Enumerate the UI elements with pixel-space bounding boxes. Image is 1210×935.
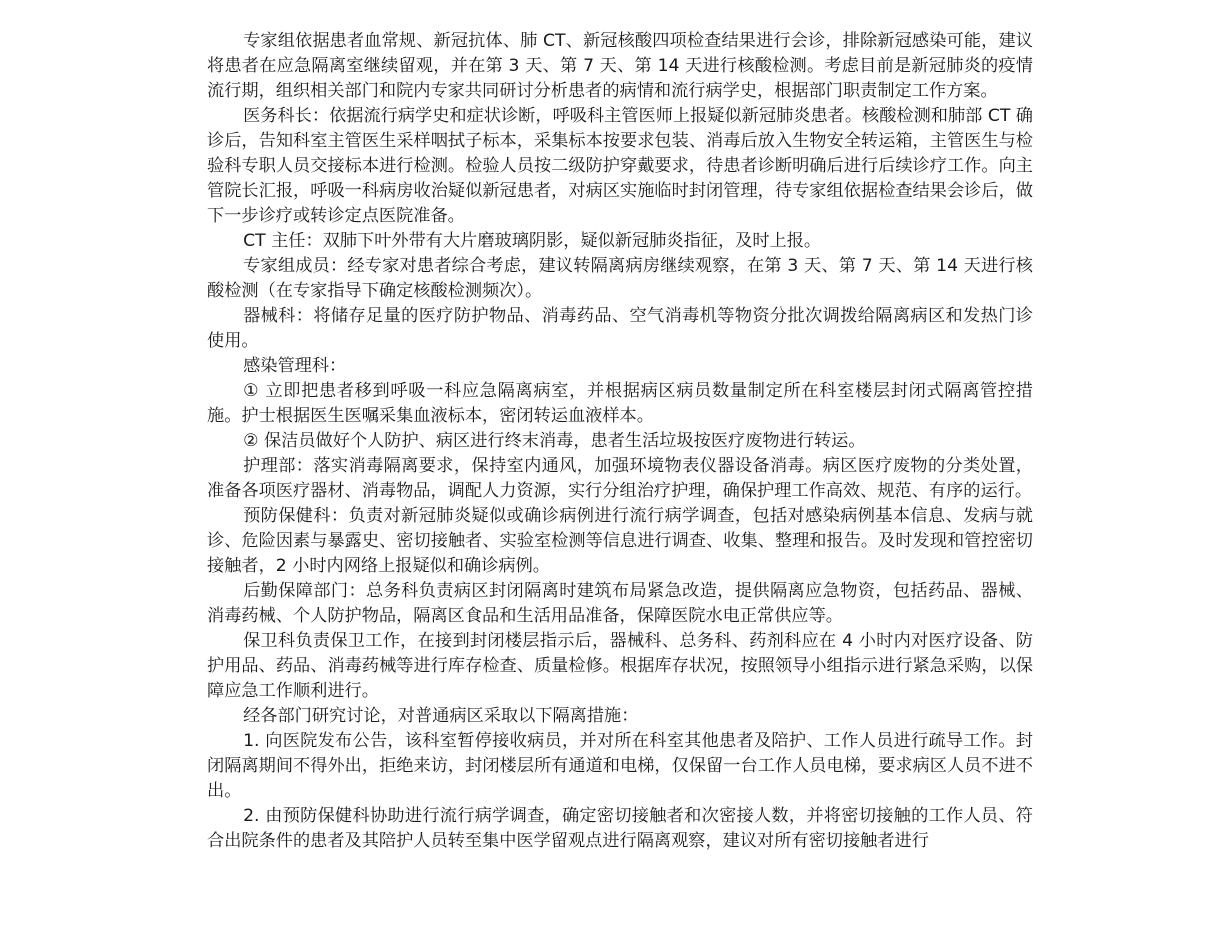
paragraph-isolation-measure-1: 1. 向医院发布公告，该科室暂停接收病员，并对所在科室其他患者及陪护、工作人员进行疏导工作。封闭隔离期间不得外出，拒绝来访，封闭楼层所有通道和电梯，仅保留一台工作人员电梯，要求病区人员不进不出。 [207, 731, 1033, 801]
paragraph-logistics: 后勤保障部门：总务科负责病区封闭隔离时建筑布局紧急改造，提供隔离应急物资，包括药品、器械、消毒药械、个人防护物品，隔离区食品和生活用品准备，保障医院水电正常供应等。 [207, 581, 1033, 626]
paragraph-expert-consultation: 专家组依据患者血常规、新冠抗体、肺 CT、新冠核酸四项检查结果进行会诊，排除新冠感染可能，建议将患者在应急隔离室继续留观，并在第 3 天、第 7 天、第 14 天进行核酸检测。考虑目前是新冠肺炎的疫情流行期，组织相关部门和院内专家共同研讨分析患者的病情和流行病学史，根据部门职责制定工作方案。 [207, 31, 1033, 101]
paragraph-infection-control-item-1: ① 立即把患者移到呼吸一科应急隔离病室，并根据病区病员数量制定所在科室楼层封闭式隔离管控措施。护士根据医生医嘱采集血液标本，密闭转运血液样本。 [207, 381, 1033, 426]
paragraph-security: 保卫科负责保卫工作，在接到封闭楼层指示后，器械科、总务科、药剂科应在 4 小时内对医疗设备、防护用品、药品、消毒药械等进行库存检查、质量检修。根据库存状况，按照领导小组指示进行紧急采购，以保障应急工作顺利进行。 [207, 631, 1033, 701]
paragraph-preventive-care: 预防保健科：负责对新冠肺炎疑似或确诊病例进行流行病学调查，包括对感染病例基本信息、发病与就诊、危险因素与暴露史、密切接触者、实验室检测等信息进行调查、收集、整理和报告。及时发现和管控密切接触者，2 小时内网络上报疑似和确诊病例。 [207, 506, 1033, 576]
document-body [207, 29, 1033, 854]
paragraph-equipment-dept: 器械科：将储存足量的医疗防护物品、消毒药品、空气消毒机等物资分批次调拨给隔离病区和发热门诊使用。 [207, 306, 1033, 351]
paragraph-medical-affairs: 医务科长：依据流行病学史和症状诊断，呼吸科主管医师上报疑似新冠肺炎患者。核酸检测和肺部 CT 确诊后，告知科室主管医生采样咽拭子标本，采集标本按要求包装、消毒后放入生物安全转运箱，主管医生与检验科专职人员交接标本进行检测。检验人员按二级防护穿戴要求，待患者诊断明确后进行后续诊疗工作。向主管院长汇报，呼吸一科病房收治疑似新冠患者，对病区实施临时封闭管理，待专家组依据检查结果会诊后，做下一步诊疗或转诊定点医院准备。 [207, 106, 1033, 226]
paragraph-isolation-measure-2: 2. 由预防保健科协助进行流行病学调查，确定密切接触者和次密接人数，并将密切接触的工作人员、符合出院条件的患者及其陪护人员转至集中医学留观点进行隔离观察，建议对所有密切接触者进行 [207, 806, 1033, 851]
paragraph-infection-control-heading: 感染管理科： [243, 356, 347, 376]
paragraph-infection-control-item-2: ② 保洁员做好个人防护、病区进行终末消毒，患者生活垃圾按医疗废物进行转运。 [243, 431, 866, 451]
paragraph-expert-members: 专家组成员：经专家对患者综合考虑，建议转隔离病房继续观察，在第 3 天、第 7 天、第 14 天进行核酸检测（在专家指导下确定核酸检测频次）。 [207, 256, 1033, 301]
paragraph-ct-director: CT 主任：双肺下叶外带有大片磨玻璃阴影，疑似新冠肺炎指征，及时上报。 [243, 231, 822, 251]
paragraph-isolation-measures-heading: 经各部门研究讨论，对普通病区采取以下隔离措施： [243, 706, 639, 726]
paragraph-nursing-dept: 护理部：落实消毒隔离要求，保持室内通风，加强环境物表仪器设备消毒。病区医疗废物的分类处置，准备各项医疗器材、消毒物品，调配人力资源，实行分组治疗护理，确保护理工作高效、规范、有序的运行。 [207, 456, 1033, 501]
